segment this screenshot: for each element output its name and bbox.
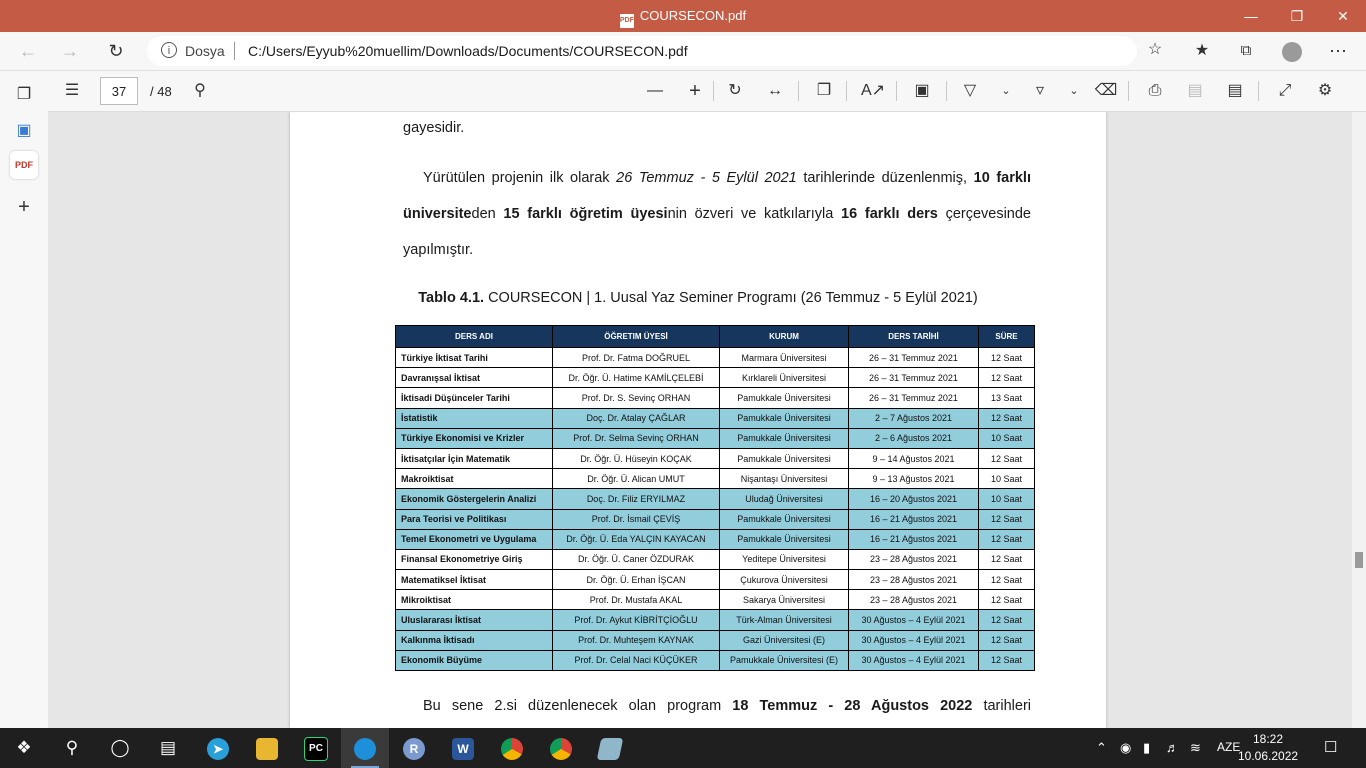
text-span: 18 Temmuz - 28 Ağustos 2022 [732,698,973,714]
table-cell: 26 – 31 Temmuz 2021 [849,348,979,368]
table-cell: Prof. Dr. Aykut KİBRİTÇİOĞLU [553,610,720,630]
table-cell: 30 Ağustos – 4 Eylül 2021 [849,650,979,670]
back-icon[interactable]: ← [19,41,37,61]
table-cell: 26 – 31 Temmuz 2021 [849,368,979,388]
image-tab-icon[interactable]: ▣ [16,122,32,139]
draw-options-chevron-icon[interactable]: ⌄ [1001,85,1011,97]
table-header-row [396,326,1035,348]
edge-icon[interactable] [341,728,389,768]
table-cell: Pamukkale Üniversitesi (E) [720,650,849,670]
language-indicator[interactable]: AZE [1217,740,1241,754]
table-cell: Gazi Üniversitesi (E) [720,630,849,650]
start-windows-icon[interactable]: ❖ [16,738,32,757]
paragraph-next [403,698,1031,714]
table-cell: 10 Saat [979,428,1035,448]
clock-time: 18:22 [1252,732,1284,746]
table-cell: 23 – 28 Ağustos 2021 [849,590,979,610]
table-cell: İktisatçılar İçin Matematik [396,448,553,468]
text-span: den [471,206,504,222]
table-cell: 16 – 21 Ağustos 2021 [849,509,979,529]
table-cell: Sakarya Üniversitesi [720,590,849,610]
system-clock[interactable] [1238,731,1298,765]
window-title-text: COURSECON.pdf [639,8,747,23]
table-cell: Doç. Dr. Filiz ERYILMAZ [553,489,720,509]
table-cell: 13 Saat [979,388,1035,408]
forward-icon[interactable]: → [61,41,79,61]
table-cell: 10 Saat [979,489,1035,509]
table-row [396,529,1035,549]
table-cell: Dr. Öğr. Ü. Eda YALÇIN KAYACAN [553,529,720,549]
table-cell: Türk-Alman Üniversitesi [720,610,849,630]
header-cell: KURUM [720,326,849,348]
text-span: 26 Temmuz - 5 Eylül 2021 [616,170,797,186]
text-span: Yürütülen projenin ilk olarak [423,170,617,186]
table-row [396,630,1035,650]
table-cell: Marmara Üniversitesi [720,348,849,368]
table-cell: Dr. Öğr. Ü. Alican UMUT [553,469,720,489]
table-cell: 23 – 28 Ağustos 2021 [849,570,979,590]
search-icon[interactable]: ⚲ [194,82,206,99]
text-span: Bu sene 2.si düzenlenecek olan program [423,698,733,714]
text-span: tarihleri [972,698,1032,714]
paragraph-line-2 [403,206,1031,222]
table-cell: 9 – 14 Ağustos 2021 [849,448,979,468]
table-cell: 12 Saat [979,610,1035,630]
table-cell: Prof. Dr. Muhteşem KAYNAK [553,630,720,650]
table-cell: Pamukkale Üniversitesi [720,388,849,408]
show-hidden-icons-icon[interactable]: ⌃ [1096,740,1107,755]
zoom-in-icon[interactable]: + [689,80,701,102]
table-row [396,469,1035,489]
table-cell: 12 Saat [979,529,1035,549]
table-cell: Doç. Dr. Atalay ÇAĞLAR [553,408,720,428]
pdf-toolbar [48,71,1366,112]
header-cell: SÜRE [979,326,1035,348]
paragraph-line-1 [403,170,1031,186]
table-cell: Prof. Dr. İsmail ÇEVİŞ [553,509,720,529]
table-cell: Uludağ Üniversitesi [720,489,849,509]
new-tab-plus-icon[interactable]: + [18,196,30,218]
text-span: çerçevesinde [937,206,1031,222]
address-bar[interactable] [147,36,1163,66]
table-cell: Prof. Dr. Mustafa AKAL [553,590,720,610]
print-icon[interactable]: ⎙ [1148,82,1162,99]
table-row [396,448,1035,468]
edge-sidebar [0,71,49,728]
address-separator [234,42,235,60]
table-row [396,570,1035,590]
table-cell: Prof. Dr. Celal Naci KÜÇÜKER [553,650,720,670]
toolbar-divider [846,81,847,101]
text-span: 15 farklı öğretim üyesi [503,206,668,222]
save-as-icon[interactable]: ▤ [1227,82,1243,99]
pdf-viewer[interactable] [48,112,1352,728]
table-cell: Para Teorisi ve Politikası [396,509,553,529]
table-cell: Pamukkale Üniversitesi [720,428,849,448]
task-view-icon[interactable]: ▤ [159,738,177,757]
table-row [396,509,1035,529]
table-cell: Pamukkale Üniversitesi [720,448,849,468]
toolbar-divider [946,81,947,101]
table-cell: Ekonomik Büyüme [396,650,553,670]
fullscreen-icon[interactable]: ⤢ [1278,82,1292,99]
table-cell: 26 – 31 Temmuz 2021 [849,388,979,408]
table-cell: 30 Ağustos – 4 Eylül 2021 [849,610,979,630]
highlight-options-chevron-icon[interactable]: ⌄ [1069,85,1079,97]
vertical-scrollbar[interactable] [1352,112,1366,728]
table-cell: 12 Saat [979,348,1035,368]
toolbar-divider [1128,81,1129,101]
close-button[interactable]: ✕ [1337,8,1349,24]
chrome-profile-icon[interactable] [537,728,585,768]
table-row [396,489,1035,509]
table-cell: Kırklareli Üniversitesi [720,368,849,388]
pdf-file-icon: PDF [620,14,634,28]
window-title [0,8,1366,28]
word-icon[interactable]: W [439,728,487,768]
search-icon[interactable]: ⚲ [65,738,79,757]
toolbar-divider [896,81,897,101]
table-cell: 2 – 7 Ağustos 2021 [849,408,979,428]
table-cell: 23 – 28 Ağustos 2021 [849,549,979,569]
site-info-label[interactable]: Dosya [185,43,225,59]
file-explorer-icon[interactable] [243,728,291,768]
browser-navbar [0,32,1366,71]
table-cell: İktisadi Düşünceler Tarihi [396,388,553,408]
volume-icon[interactable]: ♬ [1166,740,1179,755]
table-cell: Pamukkale Üniversitesi [720,509,849,529]
seminar-table [395,325,1035,671]
pycharm-icon[interactable]: PC [292,728,340,768]
table-cell: 9 – 13 Ağustos 2021 [849,469,979,489]
cortana-icon[interactable]: ◯ [110,738,130,757]
table-cell: Dr. Öğr. Ü. Caner ÖZDURAK [553,549,720,569]
table-cell: Makroiktisat [396,469,553,489]
save-icon[interactable]: ▤ [1187,82,1203,99]
profile-avatar[interactable] [1278,38,1306,64]
table-cell: Dr. Öğr. Ü. Hatime KAMİLÇELEBİ [553,368,720,388]
table-cell: Dr. Öğr. Ü. Erhan İŞCAN [553,570,720,590]
meet-now-icon[interactable]: ◉ [1120,740,1132,755]
table-cell: Çukurova Üniversitesi [720,570,849,590]
settings-gear-icon[interactable]: ⚙ [1317,82,1333,99]
table-cell: 2 – 6 Ağustos 2021 [849,428,979,448]
table-cell: Uluslararası İktisat [396,610,553,630]
header-cell: DERS ADI [396,326,553,348]
table-row [396,610,1035,630]
text-span: nin özveri ve katkılarıyla [667,206,842,222]
table-cell: 16 – 21 Ağustos 2021 [849,529,979,549]
tab-actions-icon[interactable]: ❐ [16,86,32,103]
table-cell: Nişantaşı Üniversitesi [720,469,849,489]
table-cell: 16 – 20 Ağustos 2021 [849,489,979,509]
pdf-tab-icon[interactable]: PDF [10,151,38,179]
table-cell: Yeditepe Üniversitesi [720,549,849,569]
table-caption [290,290,1106,306]
table-cell: 12 Saat [979,368,1035,388]
table-cell: 12 Saat [979,549,1035,569]
rotate-icon[interactable]: ↻ [728,82,742,99]
table-cell: Finansal Ekonometriye Giriş [396,549,553,569]
table-row [396,590,1035,610]
table-cell: Türkiye Ekonomisi ve Krizler [396,428,553,448]
highlight-icon[interactable]: ▿ [1035,82,1045,99]
telegram-icon[interactable]: ➤ [194,728,242,768]
favorites-icon[interactable]: ★ [1194,42,1210,59]
zoom-out-icon[interactable]: — [647,82,663,99]
page-total: / 48 [150,84,172,99]
app-icon[interactable] [586,728,634,768]
table-cell: Ekonomik Göstergelerin Analizi [396,489,553,509]
maximize-button[interactable]: ❐ [1290,8,1304,24]
table-cell: Türkiye İktisat Tarihi [396,348,553,368]
windows-taskbar [0,728,1366,768]
scrollbar-thumb[interactable] [1355,552,1363,568]
read-aloud-icon[interactable]: A↗ [861,82,886,99]
table-of-contents-icon[interactable]: ☰ [64,82,80,99]
text-span: 10 farklı [973,170,1031,186]
table-cell: 12 Saat [979,570,1035,590]
remote-app-icon[interactable]: R [390,728,438,768]
text-span: tarihlerinde düzenlenmiş, [796,170,974,186]
pdf-page [290,112,1106,728]
add-text-icon[interactable]: ▣ [914,82,930,99]
table-row [396,428,1035,448]
table-row [396,368,1035,388]
paragraph-line-3: yapılmıştır. [403,242,474,258]
table-row [396,388,1035,408]
chrome-icon[interactable] [488,728,536,768]
text-span: üniversite [403,206,472,222]
collections-icon[interactable]: ⧉ [1240,42,1252,59]
notifications-icon[interactable]: ☐ [1324,739,1338,756]
table-cell: Prof. Dr. Fatma DOĞRUEL [553,348,720,368]
header-cell: ÖĞRETIM ÜYESİ [553,326,720,348]
info-icon[interactable]: i [161,42,177,58]
table-row [396,650,1035,670]
toolbar-divider [1258,81,1259,101]
table-cell: 12 Saat [979,509,1035,529]
battery-icon[interactable]: ▮ [1143,740,1151,755]
fit-width-icon[interactable]: ↔ [767,82,783,99]
erase-icon[interactable]: ⌫ [1094,82,1118,99]
caption-label: Tablo 4.1. [418,290,485,306]
table-cell: 12 Saat [979,408,1035,428]
draw-icon[interactable]: ▽ [963,82,977,99]
table-cell: 12 Saat [979,650,1035,670]
table-cell: 12 Saat [979,630,1035,650]
page-view-icon[interactable]: ❐ [816,82,832,99]
toolbar-divider [798,81,799,101]
table-cell: 12 Saat [979,590,1035,610]
table-cell: Temel Ekonometri ve Uygulama [396,529,553,549]
table-row [396,549,1035,569]
wifi-icon[interactable]: ≋ [1190,740,1201,755]
refresh-icon[interactable]: ↻ [108,41,124,61]
table-cell: Pamukkale Üniversitesi [720,408,849,428]
caption-text: COURSECON | 1. Uusal Yaz Seminer Programı (26 Temmuz - 5 Eylül 2021) [484,290,978,306]
table-cell: 30 Ağustos – 4 Eylül 2021 [849,630,979,650]
page-text-line: gayesidir. [403,120,465,136]
table-cell: 10 Saat [979,469,1035,489]
table-cell: Pamukkale Üniversitesi [720,529,849,549]
table-row [396,408,1035,428]
page-number-input[interactable]: 37 [100,77,138,105]
url-text[interactable]: C:/Users/Eyyub%20muellim/Downloads/Documents/COURSECON.pdf [248,43,688,59]
title-bar [0,0,1366,32]
text-span: 16 farklı ders [841,206,938,222]
minimize-button[interactable]: — [1244,8,1258,24]
more-options-icon[interactable]: ⋯ [1329,41,1347,61]
table-cell: Dr. Öğr. Ü. Hüseyin KOÇAK [553,448,720,468]
table-cell: İstatistik [396,408,553,428]
clock-date: 10.06.2022 [1238,749,1299,763]
table-cell: Prof. Dr. Selma Sevinç ORHAN [553,428,720,448]
table-cell: 12 Saat [979,448,1035,468]
header-cell: DERS TARİHİ [849,326,979,348]
table-cell: Kalkınma İktisadı [396,630,553,650]
table-cell: Matematiksel İktisat [396,570,553,590]
add-favorite-icon[interactable]: ☆ [1147,41,1163,58]
table-cell: Mikroiktisat [396,590,553,610]
table-cell: Davranışsal İktisat [396,368,553,388]
table-row [396,348,1035,368]
table-cell: Prof. Dr. S. Sevinç ORHAN [553,388,720,408]
toolbar-divider [713,81,714,101]
